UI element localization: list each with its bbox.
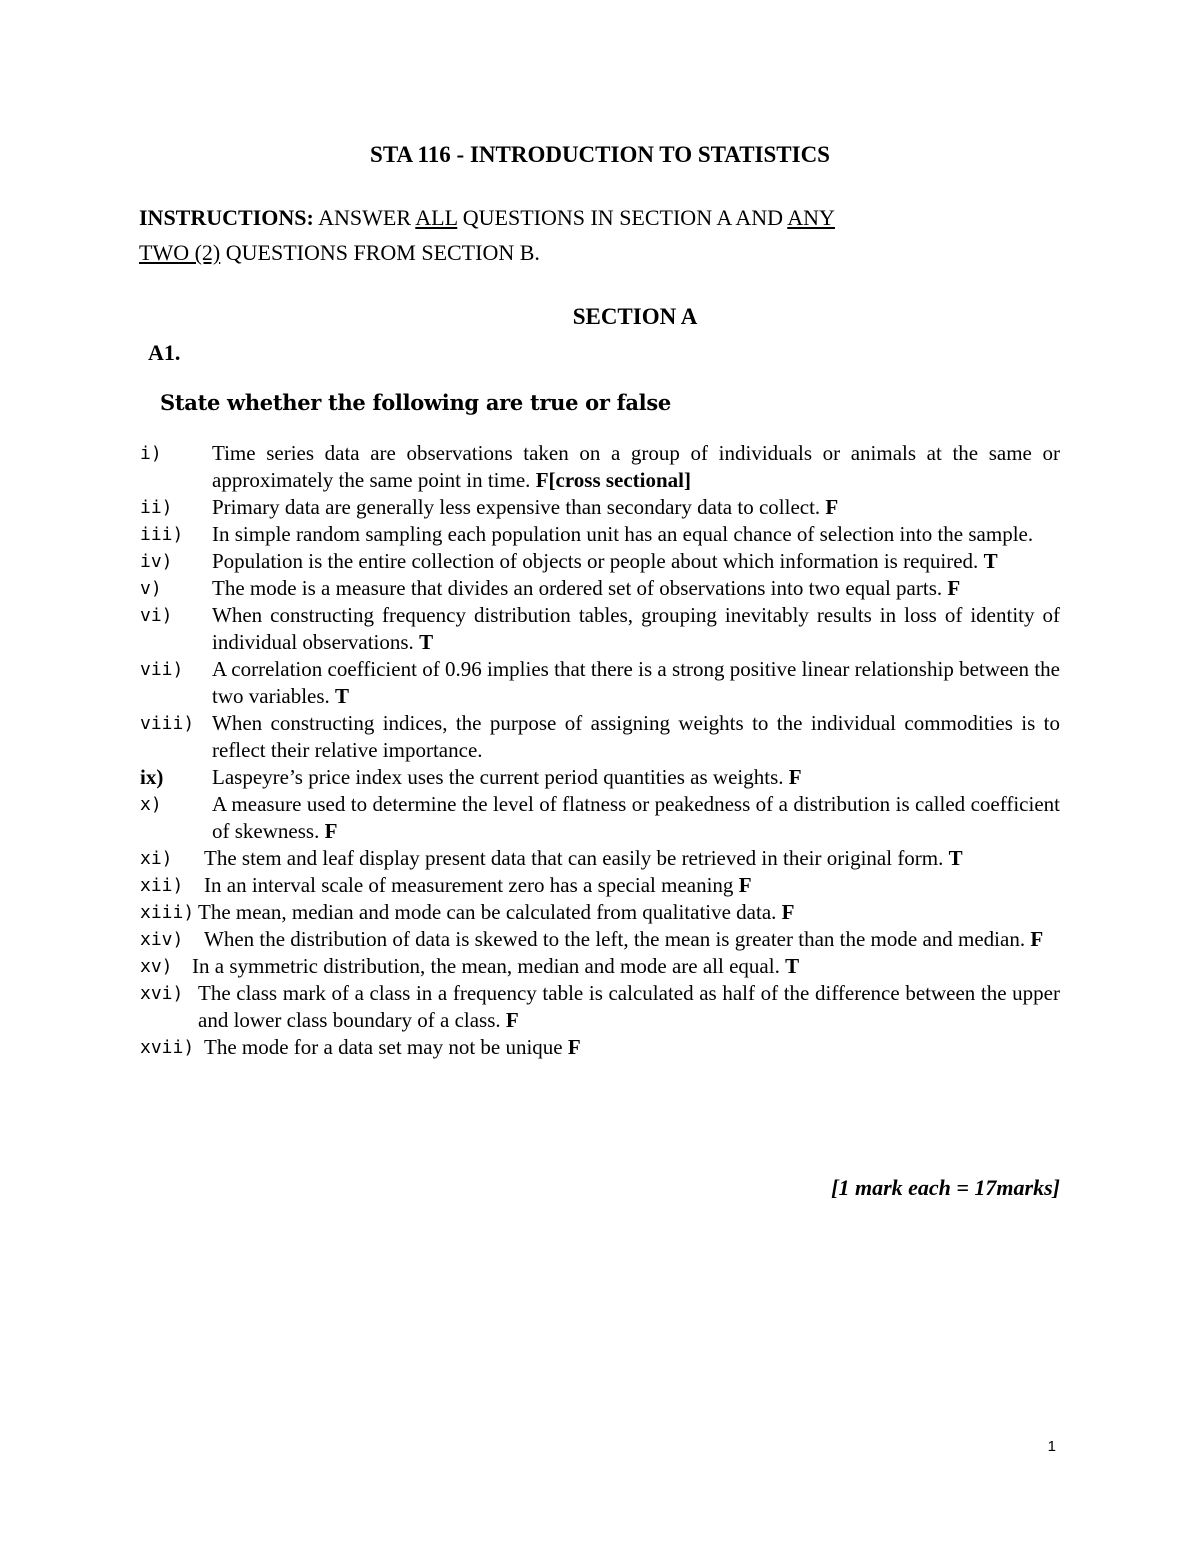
item-answer: T [335, 684, 350, 708]
list-item [140, 710, 1060, 764]
instructions-any: ANY [787, 205, 835, 230]
instructions-all: ALL [415, 205, 458, 230]
item-number: x) [140, 794, 162, 815]
item-answer: F [825, 495, 839, 519]
item-statement: A correlation coefficient of 0.96 implies that there is a strong positive linear relationship between the two variables. [212, 657, 1060, 708]
item-number: ix) [140, 765, 164, 789]
item-statement: In a symmetric distribution, the mean, median and mode are all equal. [192, 954, 786, 978]
item-text [212, 656, 1060, 710]
item-statement: The mode for a data set may not be unique [204, 1035, 568, 1059]
item-text [212, 494, 1060, 521]
list-item [140, 548, 1060, 575]
item-number: xii) [140, 875, 184, 896]
instructions-two: TWO (2) [139, 240, 221, 265]
item-answer: T [948, 846, 963, 870]
item-text [204, 926, 1060, 953]
instructions [139, 200, 1059, 270]
item-answer: F [324, 819, 338, 843]
item-statement: When the distribution of data is skewed to the left, the mean is greater than the mode and median. [204, 927, 1031, 951]
list-item [140, 791, 1060, 845]
item-text [204, 845, 1060, 872]
item-number: vii) [140, 659, 184, 680]
list-item [140, 845, 1060, 872]
item-statement: The mean, median and mode can be calculated from qualitative data. [198, 900, 782, 924]
list-item [140, 521, 1060, 548]
marks-note: [1 mark each = 17marks] [831, 1175, 1060, 1200]
item-statement: Population is the entire collection of objects or people about which information is required. [212, 549, 984, 573]
list-item [140, 440, 1060, 494]
item-text [212, 602, 1060, 656]
item-answer: F [505, 1008, 519, 1032]
item-number: iii) [140, 524, 184, 545]
item-statement: When constructing frequency distribution tables, grouping inevitably results in loss of identity of individual observations. [212, 603, 1060, 654]
item-number: xi) [140, 848, 173, 869]
item-answer: T [419, 630, 434, 654]
item-number: i) [140, 443, 162, 464]
list-item [140, 494, 1060, 521]
instructions-text-1: ANSWER [313, 205, 416, 230]
question-prompt: State whether the following are true or false [160, 390, 671, 415]
list-item [140, 656, 1060, 710]
item-text [198, 899, 1060, 926]
item-answer: F [1030, 927, 1044, 951]
list-item [140, 1034, 1060, 1061]
item-statement: The class mark of a class in a frequency table is calculated as half of the difference between the upper and lower class boundary of a class. [198, 981, 1060, 1032]
item-number: viii) [140, 713, 195, 734]
item-answer: F [567, 1035, 581, 1059]
item-text [212, 575, 1060, 602]
list-item [140, 899, 1060, 926]
item-answer: F [738, 873, 752, 897]
document-title: STA 116 - INTRODUCTION TO STATISTICS [370, 142, 830, 167]
item-text [212, 521, 1060, 548]
list-item [140, 953, 1060, 980]
list-item [140, 980, 1060, 1034]
item-number: vi) [140, 605, 173, 626]
list-item [140, 764, 1060, 791]
item-text [204, 1034, 1060, 1061]
item-text [212, 548, 1060, 575]
item-number: xiv) [140, 929, 184, 950]
item-statement: Laspeyre’s price index uses the current period quantities as weights. [212, 765, 789, 789]
page-number: 1 [1047, 1438, 1056, 1455]
item-text [198, 980, 1060, 1034]
instructions-text-2: QUESTIONS IN SECTION A AND [457, 205, 788, 230]
item-answer: F [947, 576, 961, 600]
list-item [140, 602, 1060, 656]
item-statement: When constructing indices, the purpose of assigning weights to the individual commodities is to reflect their relative importance. [212, 711, 1060, 762]
item-text [192, 953, 1060, 980]
item-statement: In an interval scale of measurement zero has a special meaning [204, 873, 739, 897]
question-label: A1. [148, 340, 181, 365]
item-answer: T [785, 954, 800, 978]
item-statement: In simple random sampling each population unit has an equal chance of selection into the sample. [212, 522, 1034, 546]
item-number: xv) [140, 956, 173, 977]
item-statement: The mode is a measure that divides an ordered set of observations into two equal parts. [212, 576, 948, 600]
question-list [140, 440, 1060, 1061]
item-text [212, 440, 1060, 494]
item-text [212, 791, 1060, 845]
item-text [212, 710, 1060, 764]
item-number: xvi) [140, 983, 184, 1004]
item-statement: A measure used to determine the level of flatness or peakedness of a distribution is called coefficient of skewness. [212, 792, 1060, 843]
instructions-label: INSTRUCTIONS: [139, 205, 314, 230]
item-answer: T [983, 549, 998, 573]
item-statement: Time series data are observations taken on a group of individuals or animals at the same or approximately the same point in time. [212, 441, 1060, 492]
list-item [140, 575, 1060, 602]
list-item [140, 872, 1060, 899]
item-number: xvii) [140, 1037, 195, 1058]
list-item [140, 926, 1060, 953]
item-statement: The stem and leaf display present data that can easily be retrieved in their original form. [204, 846, 949, 870]
section-heading: SECTION A [572, 304, 698, 329]
instructions-text-3: QUESTIONS FROM SECTION B. [220, 240, 540, 265]
item-answer: F[cross sectional] [535, 468, 692, 492]
item-answer: F [788, 765, 802, 789]
item-text [204, 872, 1060, 899]
item-answer: F [781, 900, 795, 924]
item-number: ii) [140, 497, 173, 518]
item-number: iv) [140, 551, 173, 572]
item-number: xiii) [140, 902, 195, 923]
item-statement: Primary data are generally less expensive than secondary data to collect. [212, 495, 826, 519]
item-number: v) [140, 578, 162, 599]
item-text [212, 764, 1060, 791]
